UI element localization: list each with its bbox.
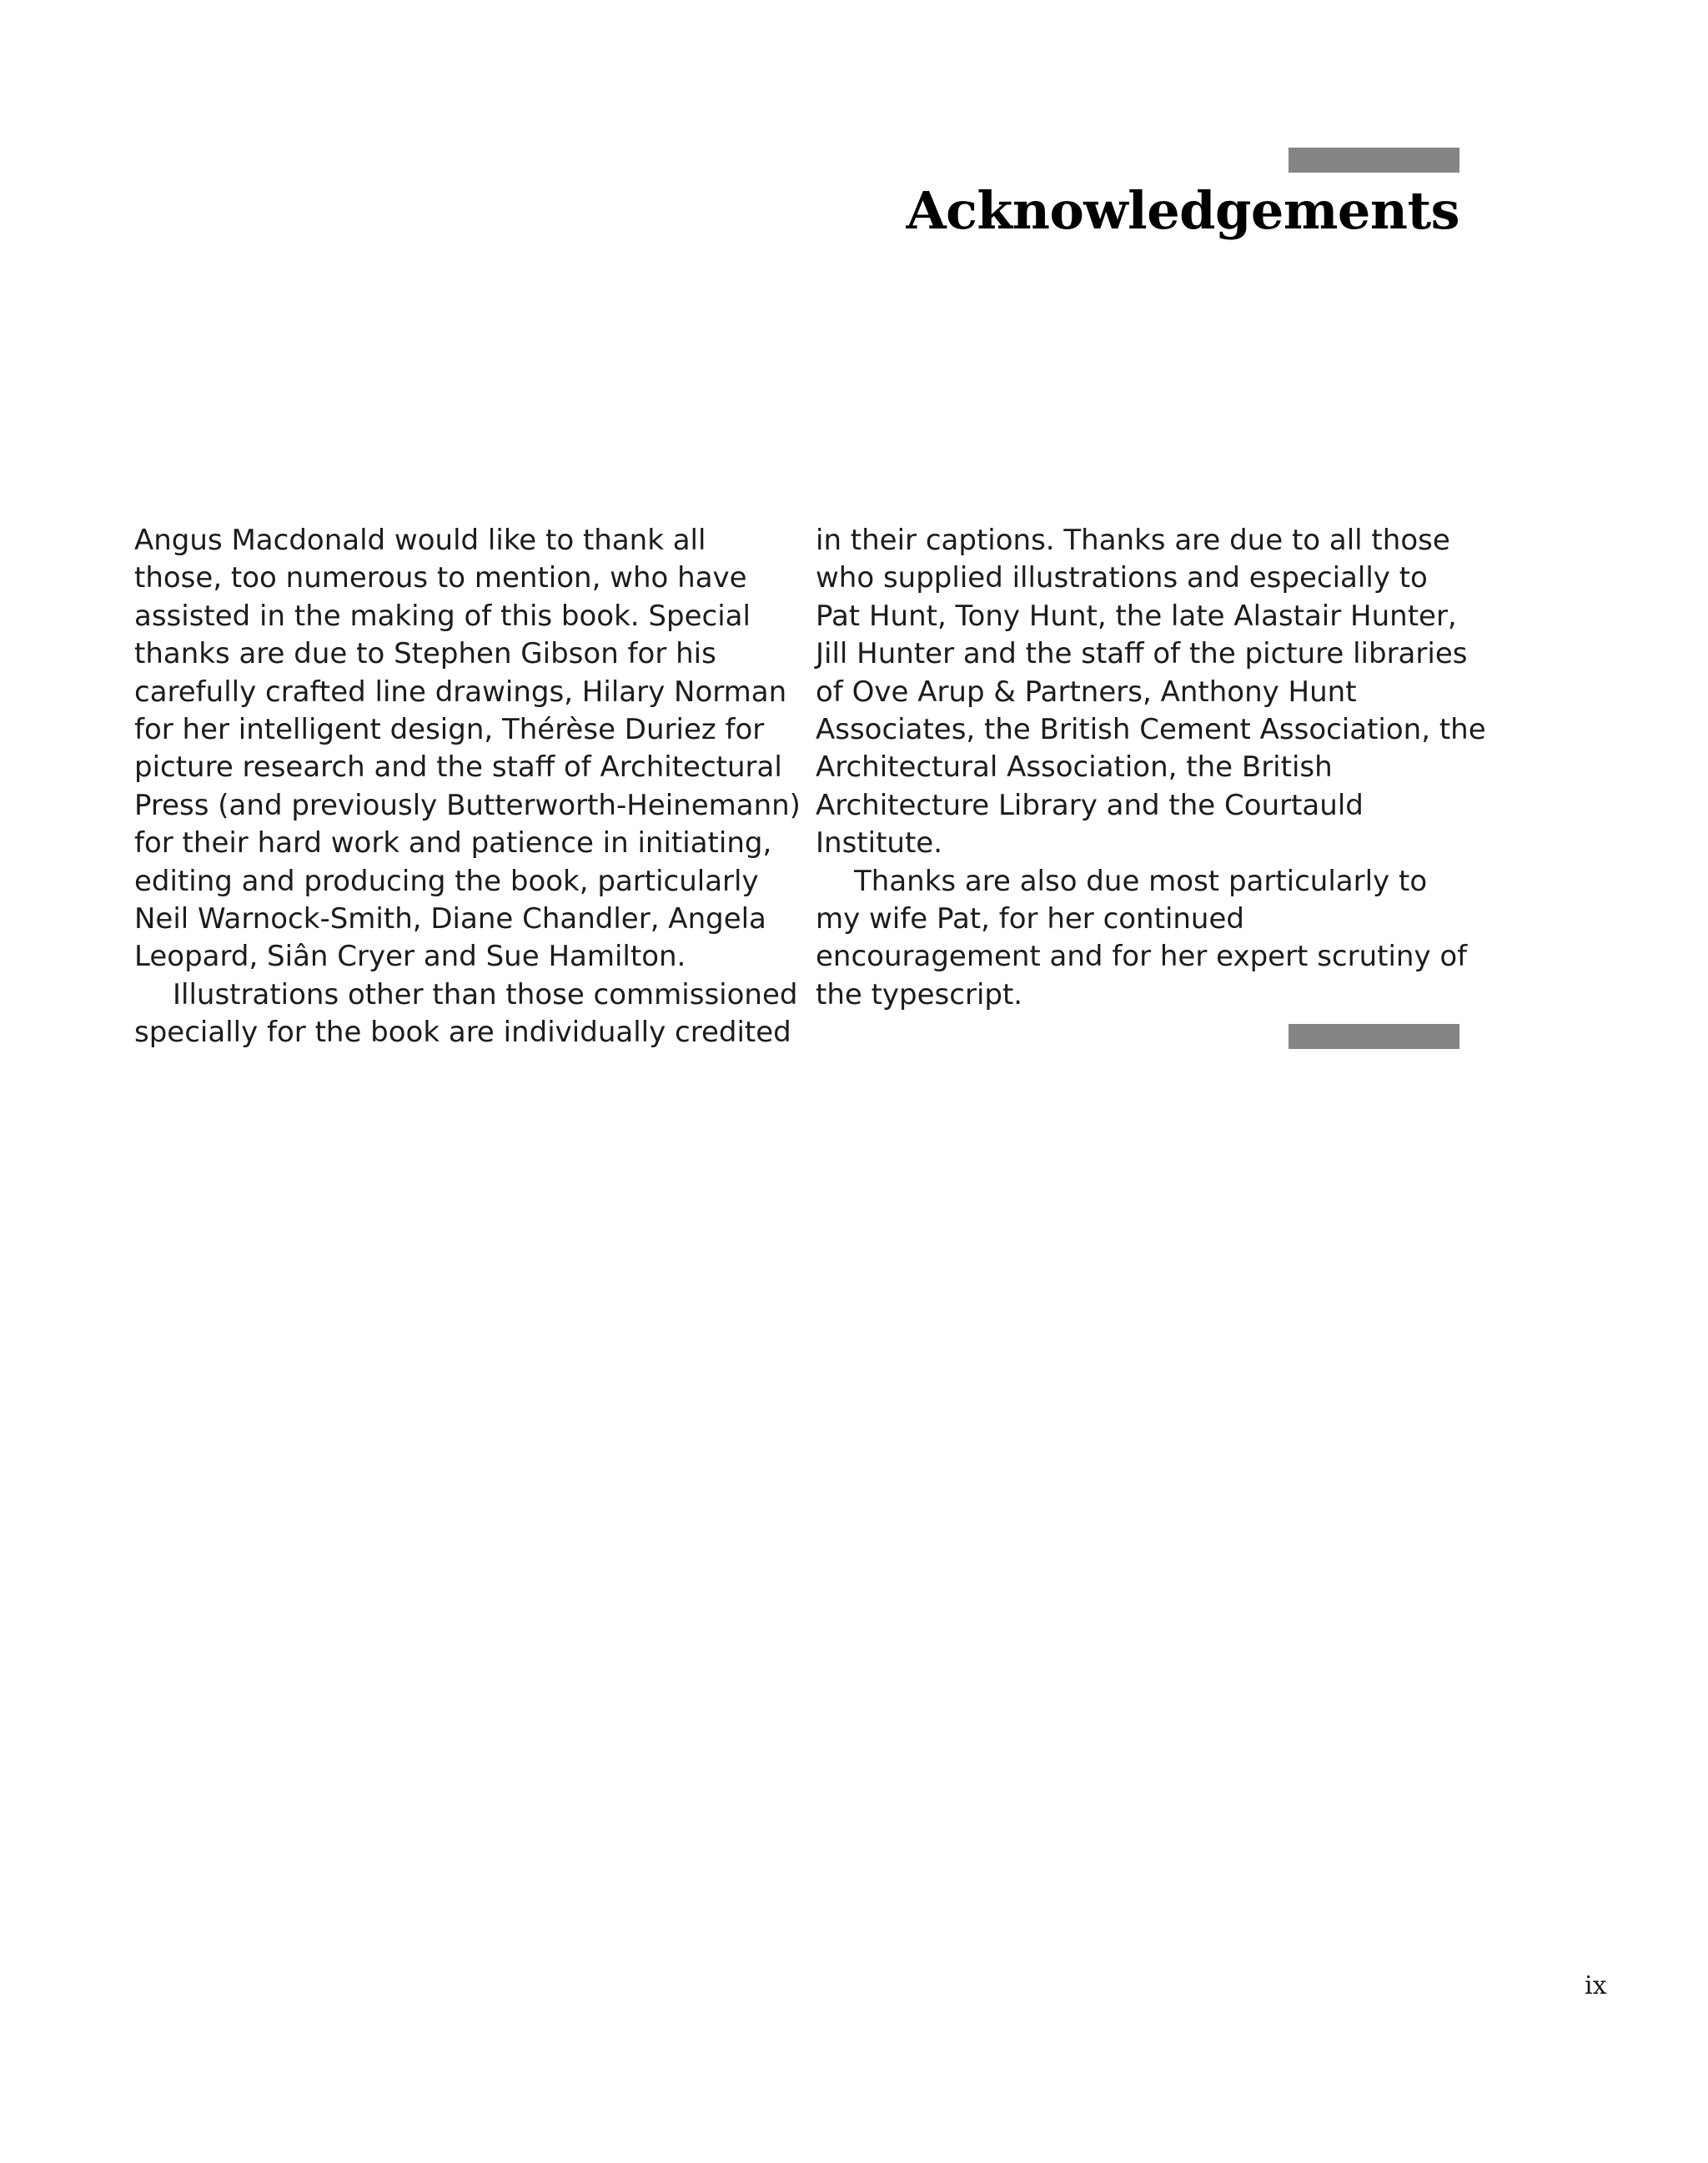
decorative-rule-top xyxy=(1289,148,1459,173)
body-line: Associates, the British Cement Association, the xyxy=(816,713,1486,747)
body-line: the typescript. xyxy=(816,977,1023,1011)
text-column-left xyxy=(134,522,801,1052)
body-line: those, too numerous to mention, who have xyxy=(134,561,747,595)
body-line: thanks are due to Stephen Gibson for his xyxy=(134,637,716,671)
paragraph-start-line: Thanks are also due most particularly to xyxy=(854,864,1428,898)
body-line: Press (and previously Butterworth-Heinemann) xyxy=(134,788,801,822)
body-line: my wife Pat, for her continued xyxy=(816,902,1244,936)
body-line: specially for the book are individually credited xyxy=(134,1016,791,1050)
body-line: picture research and the staff of Architectural xyxy=(134,750,782,785)
body-line: Leopard, Siân Cryer and Sue Hamilton. xyxy=(134,940,686,974)
body-line: who supplied illustrations and especially to xyxy=(816,561,1428,595)
body-line: Jill Hunter and the staff of the picture libraries xyxy=(816,637,1468,671)
body-line: for their hard work and patience in initiating, xyxy=(134,826,772,861)
body-line: in their captions. Thanks are due to all those xyxy=(816,524,1450,557)
body-line: Architecture Library and the Courtauld xyxy=(816,788,1364,822)
body-line: of Ove Arup & Partners, Anthony Hunt xyxy=(816,675,1357,709)
decorative-rule-bottom xyxy=(1289,1024,1459,1049)
paragraph-start-line: Illustrations other than those commissioned xyxy=(173,977,798,1011)
body-line: Pat Hunt, Tony Hunt, the late Alastair Hunter, xyxy=(816,599,1457,633)
body-line: for her intelligent design, Thérèse Duriez for xyxy=(134,713,765,747)
body-line: Architectural Association, the British xyxy=(816,750,1333,785)
body-line: Institute. xyxy=(816,826,943,861)
body-line: Angus Macdonald would like to thank all xyxy=(134,524,706,557)
page-number: ix xyxy=(1585,1971,1607,2000)
body-line: encouragement and for her expert scrutiny of xyxy=(816,940,1468,974)
text-column-right xyxy=(816,522,1486,1014)
body-line: carefully crafted line drawings, Hilary Norman xyxy=(134,675,787,709)
page-title: Acknowledgements xyxy=(906,180,1459,241)
body-line: assisted in the making of this book. Special xyxy=(134,599,751,633)
body-line: Neil Warnock-Smith, Diane Chandler, Angela xyxy=(134,902,766,936)
body-line: editing and producing the book, particularly xyxy=(134,864,759,898)
